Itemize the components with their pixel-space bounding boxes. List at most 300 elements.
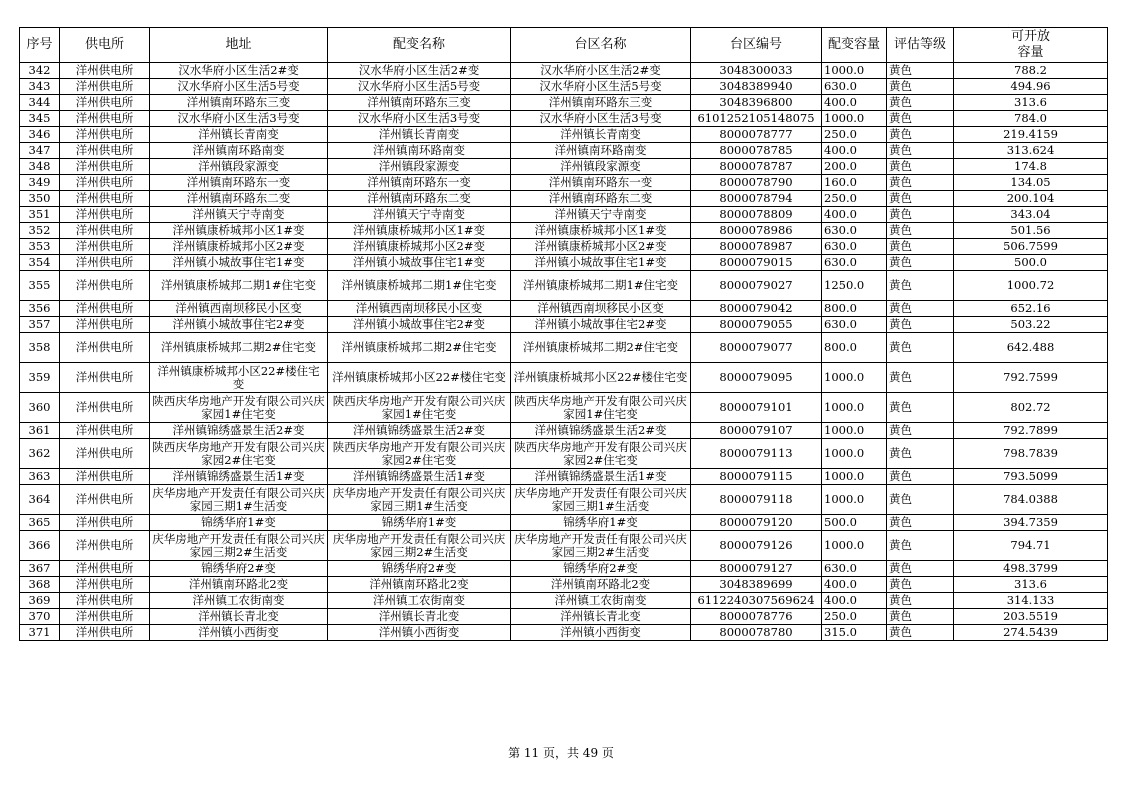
cell-open-capacity: 343.04 (954, 207, 1108, 223)
table-row (20, 485, 1108, 515)
cell-grade: 黄色 (887, 143, 954, 159)
cell-area-id: 8000078787 (691, 159, 822, 175)
cell-transformer-name: 洋州镇南环路东二变 (328, 191, 511, 207)
cell-grade: 黄色 (887, 127, 954, 143)
cell-index: 370 (20, 609, 60, 625)
cell-transformer-name: 洋州镇康桥城邦二期1#住宅变 (328, 271, 511, 301)
cell-address: 洋州镇南环路东三变 (150, 95, 328, 111)
table-row (20, 625, 1108, 641)
cell-grade: 黄色 (887, 469, 954, 485)
cell-address: 洋州镇西南坝移民小区变 (150, 301, 328, 317)
header-cell-station: 供电所 (60, 28, 150, 63)
cell-area-id: 8000079115 (691, 469, 822, 485)
cell-capacity: 1000.0 (822, 111, 887, 127)
cell-capacity: 630.0 (822, 317, 887, 333)
cell-station: 洋州供电所 (60, 577, 150, 593)
cell-grade: 黄色 (887, 625, 954, 641)
cell-open-capacity: 313.624 (954, 143, 1108, 159)
cell-open-capacity: 203.5519 (954, 609, 1108, 625)
table-row (20, 439, 1108, 469)
cell-station: 洋州供电所 (60, 95, 150, 111)
cell-transformer-name: 洋州镇长青南变 (328, 127, 511, 143)
cell-open-capacity: 498.3799 (954, 561, 1108, 577)
cell-open-capacity: 494.96 (954, 79, 1108, 95)
cell-station: 洋州供电所 (60, 255, 150, 271)
cell-index: 351 (20, 207, 60, 223)
cell-index: 356 (20, 301, 60, 317)
cell-index: 354 (20, 255, 60, 271)
cell-transformer-name: 汉水华府小区生活3号变 (328, 111, 511, 127)
cell-station: 洋州供电所 (60, 423, 150, 439)
cell-address: 汉水华府小区生活2#变 (150, 63, 328, 79)
cell-area-name: 洋州镇康桥城邦小区22#楼住宅变 (511, 363, 691, 393)
cell-address: 洋州镇康桥城邦小区1#变 (150, 223, 328, 239)
cell-address: 洋州镇锦绣盛景生活1#变 (150, 469, 328, 485)
cell-grade: 黄色 (887, 95, 954, 111)
cell-address: 庆华房地产开发责任有限公司兴庆家园三期1#生活变 (150, 485, 328, 515)
table-row (20, 423, 1108, 439)
cell-area-name: 洋州镇小城故事住宅1#变 (511, 255, 691, 271)
table-row (20, 207, 1108, 223)
cell-capacity: 630.0 (822, 239, 887, 255)
cell-capacity: 1000.0 (822, 63, 887, 79)
cell-transformer-name: 洋州镇康桥城邦小区1#变 (328, 223, 511, 239)
cell-address: 洋州镇工农街南变 (150, 593, 328, 609)
table-row (20, 593, 1108, 609)
table-row (20, 143, 1108, 159)
cell-station: 洋州供电所 (60, 609, 150, 625)
cell-address: 洋州镇康桥城邦小区2#变 (150, 239, 328, 255)
cell-transformer-name: 洋州镇南环路东三变 (328, 95, 511, 111)
header-cell-capacity: 配变容量 (822, 28, 887, 63)
cell-station: 洋州供电所 (60, 485, 150, 515)
table-row (20, 63, 1108, 79)
cell-address: 汉水华府小区生活3号变 (150, 111, 328, 127)
cell-capacity: 1000.0 (822, 469, 887, 485)
table-row (20, 363, 1108, 393)
cell-grade: 黄色 (887, 79, 954, 95)
cell-transformer-name: 洋州镇锦绣盛景生活1#变 (328, 469, 511, 485)
cell-station: 洋州供电所 (60, 111, 150, 127)
cell-transformer-name: 洋州镇南环路南变 (328, 143, 511, 159)
table-row (20, 255, 1108, 271)
cell-grade: 黄色 (887, 593, 954, 609)
cell-grade: 黄色 (887, 439, 954, 469)
cell-open-capacity: 394.7359 (954, 515, 1108, 531)
cell-station: 洋州供电所 (60, 317, 150, 333)
cell-station: 洋州供电所 (60, 363, 150, 393)
cell-grade: 黄色 (887, 485, 954, 515)
cell-address: 洋州镇长青南变 (150, 127, 328, 143)
cell-station: 洋州供电所 (60, 127, 150, 143)
cell-area-name: 洋州镇康桥城邦小区2#变 (511, 239, 691, 255)
cell-transformer-name: 洋州镇西南坝移民小区变 (328, 301, 511, 317)
cell-grade: 黄色 (887, 333, 954, 363)
cell-area-id: 8000078780 (691, 625, 822, 641)
cell-capacity: 400.0 (822, 593, 887, 609)
table-row (20, 317, 1108, 333)
cell-address: 洋州镇康桥城邦小区22#楼住宅变 (150, 363, 328, 393)
cell-station: 洋州供电所 (60, 159, 150, 175)
cell-area-name: 锦绣华府1#变 (511, 515, 691, 531)
cell-station: 洋州供电所 (60, 515, 150, 531)
cell-open-capacity: 503.22 (954, 317, 1108, 333)
cell-station: 洋州供电所 (60, 63, 150, 79)
cell-grade: 黄色 (887, 63, 954, 79)
cell-capacity: 250.0 (822, 191, 887, 207)
cell-index: 347 (20, 143, 60, 159)
cell-area-id: 8000079027 (691, 271, 822, 301)
cell-area-name: 洋州镇康桥城邦小区1#变 (511, 223, 691, 239)
cell-station: 洋州供电所 (60, 271, 150, 301)
cell-capacity: 630.0 (822, 561, 887, 577)
cell-address: 洋州镇锦绣盛景生活2#变 (150, 423, 328, 439)
cell-open-capacity: 792.7899 (954, 423, 1108, 439)
cell-transformer-name: 洋州镇南环路东一变 (328, 175, 511, 191)
cell-area-name: 汉水华府小区生活3号变 (511, 111, 691, 127)
cell-capacity: 800.0 (822, 333, 887, 363)
cell-area-id: 6101252105148075 (691, 111, 822, 127)
cell-index: 359 (20, 363, 60, 393)
cell-area-name: 洋州镇南环路东二变 (511, 191, 691, 207)
cell-open-capacity: 174.8 (954, 159, 1108, 175)
cell-open-capacity: 313.6 (954, 95, 1108, 111)
cell-index: 350 (20, 191, 60, 207)
cell-capacity: 400.0 (822, 143, 887, 159)
cell-area-id: 8000078790 (691, 175, 822, 191)
cell-capacity: 1000.0 (822, 531, 887, 561)
cell-grade: 黄色 (887, 255, 954, 271)
cell-address: 庆华房地产开发责任有限公司兴庆家园三期2#生活变 (150, 531, 328, 561)
cell-station: 洋州供电所 (60, 469, 150, 485)
cell-grade: 黄色 (887, 561, 954, 577)
cell-area-id: 3048396800 (691, 95, 822, 111)
table-row (20, 223, 1108, 239)
cell-area-id: 3048389940 (691, 79, 822, 95)
cell-grade: 黄色 (887, 423, 954, 439)
cell-open-capacity: 134.05 (954, 175, 1108, 191)
cell-transformer-name: 洋州镇康桥城邦二期2#住宅变 (328, 333, 511, 363)
cell-capacity: 1250.0 (822, 271, 887, 301)
cell-index: 365 (20, 515, 60, 531)
table-row (20, 271, 1108, 301)
cell-address: 洋州镇段家源变 (150, 159, 328, 175)
cell-transformer-name: 洋州镇南环路北2变 (328, 577, 511, 593)
cell-transformer-name: 洋州镇段家源变 (328, 159, 511, 175)
table-row (20, 111, 1108, 127)
cell-open-capacity: 793.5099 (954, 469, 1108, 485)
cell-index: 361 (20, 423, 60, 439)
cell-grade: 黄色 (887, 223, 954, 239)
cell-transformer-name: 陕西庆华房地产开发有限公司兴庆家园2#住宅变 (328, 439, 511, 469)
cell-grade: 黄色 (887, 609, 954, 625)
cell-open-capacity: 792.7599 (954, 363, 1108, 393)
cell-index: 352 (20, 223, 60, 239)
table-row (20, 191, 1108, 207)
cell-transformer-name: 汉水华府小区生活5号变 (328, 79, 511, 95)
cell-capacity: 630.0 (822, 79, 887, 95)
table-row (20, 515, 1108, 531)
cell-capacity: 1000.0 (822, 423, 887, 439)
cell-open-capacity: 314.133 (954, 593, 1108, 609)
cell-area-id: 3048389699 (691, 577, 822, 593)
cell-area-id: 8000079118 (691, 485, 822, 515)
cell-area-id: 8000079101 (691, 393, 822, 423)
cell-area-name: 洋州镇康桥城邦二期1#住宅变 (511, 271, 691, 301)
cell-open-capacity: 1000.72 (954, 271, 1108, 301)
cell-grade: 黄色 (887, 207, 954, 223)
cell-station: 洋州供电所 (60, 143, 150, 159)
cell-capacity: 250.0 (822, 127, 887, 143)
cell-capacity: 1000.0 (822, 485, 887, 515)
cell-index: 355 (20, 271, 60, 301)
cell-transformer-name: 洋州镇工农街南变 (328, 593, 511, 609)
cell-open-capacity: 652.16 (954, 301, 1108, 317)
cell-grade: 黄色 (887, 363, 954, 393)
cell-area-name: 洋州镇南环路东一变 (511, 175, 691, 191)
cell-area-name: 庆华房地产开发责任有限公司兴庆家园三期2#生活变 (511, 531, 691, 561)
cell-area-id: 8000078986 (691, 223, 822, 239)
cell-capacity: 200.0 (822, 159, 887, 175)
cell-transformer-name: 陕西庆华房地产开发有限公司兴庆家园1#住宅变 (328, 393, 511, 423)
table-row (20, 333, 1108, 363)
cell-index: 368 (20, 577, 60, 593)
cell-area-id: 8000079127 (691, 561, 822, 577)
header-cell-area-id: 台区编号 (691, 28, 822, 63)
cell-index: 344 (20, 95, 60, 111)
cell-grade: 黄色 (887, 393, 954, 423)
cell-open-capacity: 219.4159 (954, 127, 1108, 143)
cell-capacity: 315.0 (822, 625, 887, 641)
cell-capacity: 400.0 (822, 95, 887, 111)
cell-station: 洋州供电所 (60, 561, 150, 577)
cell-transformer-name: 庆华房地产开发责任有限公司兴庆家园三期2#生活变 (328, 531, 511, 561)
cell-address: 汉水华府小区生活5号变 (150, 79, 328, 95)
cell-transformer-name: 洋州镇康桥城邦小区22#楼住宅变 (328, 363, 511, 393)
cell-transformer-name: 洋州镇康桥城邦小区2#变 (328, 239, 511, 255)
cell-address: 洋州镇小城故事住宅2#变 (150, 317, 328, 333)
cell-area-name: 洋州镇小城故事住宅2#变 (511, 317, 691, 333)
cell-area-name: 洋州镇段家源变 (511, 159, 691, 175)
cell-capacity: 400.0 (822, 207, 887, 223)
cell-area-id: 8000079113 (691, 439, 822, 469)
cell-open-capacity: 798.7839 (954, 439, 1108, 469)
cell-address: 洋州镇小西街变 (150, 625, 328, 641)
cell-area-name: 洋州镇锦绣盛景生活2#变 (511, 423, 691, 439)
table-body (20, 63, 1108, 641)
cell-area-name: 洋州镇长青南变 (511, 127, 691, 143)
cell-open-capacity: 788.2 (954, 63, 1108, 79)
table-row (20, 159, 1108, 175)
cell-area-name: 洋州镇锦绣盛景生活1#变 (511, 469, 691, 485)
page-footer: 第 11 页，共 49 页 (508, 746, 614, 760)
cell-open-capacity: 802.72 (954, 393, 1108, 423)
cell-area-id: 8000078785 (691, 143, 822, 159)
table-row (20, 609, 1108, 625)
cell-capacity: 1000.0 (822, 363, 887, 393)
cell-area-name: 陕西庆华房地产开发有限公司兴庆家园2#住宅变 (511, 439, 691, 469)
cell-grade: 黄色 (887, 317, 954, 333)
table-row (20, 301, 1108, 317)
cell-index: 363 (20, 469, 60, 485)
cell-area-name: 汉水华府小区生活5号变 (511, 79, 691, 95)
cell-open-capacity: 784.0 (954, 111, 1108, 127)
table-row (20, 577, 1108, 593)
cell-address: 锦绣华府1#变 (150, 515, 328, 531)
cell-transformer-name: 锦绣华府1#变 (328, 515, 511, 531)
cell-station: 洋州供电所 (60, 333, 150, 363)
cell-index: 358 (20, 333, 60, 363)
cell-capacity: 1000.0 (822, 439, 887, 469)
cell-area-id: 8000079107 (691, 423, 822, 439)
cell-transformer-name: 洋州镇小城故事住宅1#变 (328, 255, 511, 271)
cell-capacity: 630.0 (822, 255, 887, 271)
cell-grade: 黄色 (887, 111, 954, 127)
table-row (20, 239, 1108, 255)
header-row (20, 28, 1108, 63)
cell-area-name: 洋州镇南环路南变 (511, 143, 691, 159)
cell-transformer-name: 洋州镇小城故事住宅2#变 (328, 317, 511, 333)
cell-open-capacity: 501.56 (954, 223, 1108, 239)
cell-area-id: 8000078987 (691, 239, 822, 255)
cell-open-capacity: 313.6 (954, 577, 1108, 593)
cell-station: 洋州供电所 (60, 393, 150, 423)
cell-address: 洋州镇南环路东二变 (150, 191, 328, 207)
cell-grade: 黄色 (887, 531, 954, 561)
cell-capacity: 630.0 (822, 223, 887, 239)
cell-area-id: 8000079015 (691, 255, 822, 271)
cell-capacity: 250.0 (822, 609, 887, 625)
cell-index: 357 (20, 317, 60, 333)
cell-transformer-name: 庆华房地产开发责任有限公司兴庆家园三期1#生活变 (328, 485, 511, 515)
cell-area-id: 6112240307569624 (691, 593, 822, 609)
cell-area-id: 8000078776 (691, 609, 822, 625)
cell-transformer-name: 洋州镇天宁寺南变 (328, 207, 511, 223)
cell-index: 371 (20, 625, 60, 641)
cell-address: 洋州镇康桥城邦二期2#住宅变 (150, 333, 328, 363)
cell-station: 洋州供电所 (60, 239, 150, 255)
header-cell-area-name: 台区名称 (511, 28, 691, 63)
cell-index: 348 (20, 159, 60, 175)
cell-area-name: 锦绣华府2#变 (511, 561, 691, 577)
cell-capacity: 500.0 (822, 515, 887, 531)
cell-transformer-name: 洋州镇长青北变 (328, 609, 511, 625)
cell-address: 陕西庆华房地产开发有限公司兴庆家园1#住宅变 (150, 393, 328, 423)
cell-capacity: 800.0 (822, 301, 887, 317)
header-cell-grade: 评估等级 (887, 28, 954, 63)
cell-area-name: 庆华房地产开发责任有限公司兴庆家园三期1#生活变 (511, 485, 691, 515)
cell-capacity: 1000.0 (822, 393, 887, 423)
table-row (20, 469, 1108, 485)
cell-index: 345 (20, 111, 60, 127)
table-row (20, 393, 1108, 423)
cell-grade: 黄色 (887, 159, 954, 175)
cell-transformer-name: 洋州镇小西街变 (328, 625, 511, 641)
table-row (20, 175, 1108, 191)
cell-area-name: 洋州镇西南坝移民小区变 (511, 301, 691, 317)
cell-area-name: 洋州镇南环路东三变 (511, 95, 691, 111)
table-row (20, 531, 1108, 561)
cell-station: 洋州供电所 (60, 625, 150, 641)
cell-capacity: 400.0 (822, 577, 887, 593)
cell-area-id: 8000079055 (691, 317, 822, 333)
cell-station: 洋州供电所 (60, 439, 150, 469)
cell-area-id: 8000078777 (691, 127, 822, 143)
cell-station: 洋州供电所 (60, 191, 150, 207)
cell-address: 洋州镇天宁寺南变 (150, 207, 328, 223)
table-row (20, 95, 1108, 111)
header-cell-address: 地址 (150, 28, 328, 63)
cell-area-name: 陕西庆华房地产开发有限公司兴庆家园1#住宅变 (511, 393, 691, 423)
cell-index: 342 (20, 63, 60, 79)
cell-index: 353 (20, 239, 60, 255)
cell-station: 洋州供电所 (60, 207, 150, 223)
cell-index: 362 (20, 439, 60, 469)
cell-area-id: 3048300033 (691, 63, 822, 79)
cell-station: 洋州供电所 (60, 301, 150, 317)
cell-area-id: 8000079042 (691, 301, 822, 317)
cell-transformer-name: 洋州镇锦绣盛景生活2#变 (328, 423, 511, 439)
cell-index: 367 (20, 561, 60, 577)
table-row (20, 79, 1108, 95)
cell-capacity: 160.0 (822, 175, 887, 191)
cell-station: 洋州供电所 (60, 79, 150, 95)
cell-address: 陕西庆华房地产开发有限公司兴庆家园2#住宅变 (150, 439, 328, 469)
cell-grade: 黄色 (887, 271, 954, 301)
cell-area-id: 8000079120 (691, 515, 822, 531)
table-row (20, 127, 1108, 143)
cell-index: 364 (20, 485, 60, 515)
cell-area-id: 8000079126 (691, 531, 822, 561)
cell-station: 洋州供电所 (60, 593, 150, 609)
cell-area-id: 8000079095 (691, 363, 822, 393)
cell-address: 洋州镇南环路东一变 (150, 175, 328, 191)
cell-area-name: 洋州镇小西街变 (511, 625, 691, 641)
cell-grade: 黄色 (887, 239, 954, 255)
cell-open-capacity: 500.0 (954, 255, 1108, 271)
cell-area-name: 洋州镇南环路北2变 (511, 577, 691, 593)
cell-index: 369 (20, 593, 60, 609)
header-cell-transformer-name: 配变名称 (328, 28, 511, 63)
cell-open-capacity: 200.104 (954, 191, 1108, 207)
cell-address: 洋州镇南环路北2变 (150, 577, 328, 593)
cell-transformer-name: 锦绣华府2#变 (328, 561, 511, 577)
cell-open-capacity: 274.5439 (954, 625, 1108, 641)
cell-area-name: 洋州镇天宁寺南变 (511, 207, 691, 223)
cell-area-name: 洋州镇长青北变 (511, 609, 691, 625)
cell-area-id: 8000079077 (691, 333, 822, 363)
cell-station: 洋州供电所 (60, 531, 150, 561)
cell-index: 366 (20, 531, 60, 561)
cell-open-capacity: 642.488 (954, 333, 1108, 363)
cell-grade: 黄色 (887, 515, 954, 531)
cell-address: 洋州镇长青北变 (150, 609, 328, 625)
cell-area-id: 8000078794 (691, 191, 822, 207)
cell-area-name: 洋州镇工农街南变 (511, 593, 691, 609)
header-cell-open-capacity: 可开放 容量 (954, 28, 1108, 63)
cell-station: 洋州供电所 (60, 223, 150, 239)
cell-address: 洋州镇南环路南变 (150, 143, 328, 159)
cell-index: 349 (20, 175, 60, 191)
cell-open-capacity: 784.0388 (954, 485, 1108, 515)
cell-open-capacity: 794.71 (954, 531, 1108, 561)
cell-address: 锦绣华府2#变 (150, 561, 328, 577)
header-cell-index: 序号 (20, 28, 60, 63)
cell-area-name: 汉水华府小区生活2#变 (511, 63, 691, 79)
cell-address: 洋州镇小城故事住宅1#变 (150, 255, 328, 271)
cell-open-capacity: 506.7599 (954, 239, 1108, 255)
cell-index: 360 (20, 393, 60, 423)
